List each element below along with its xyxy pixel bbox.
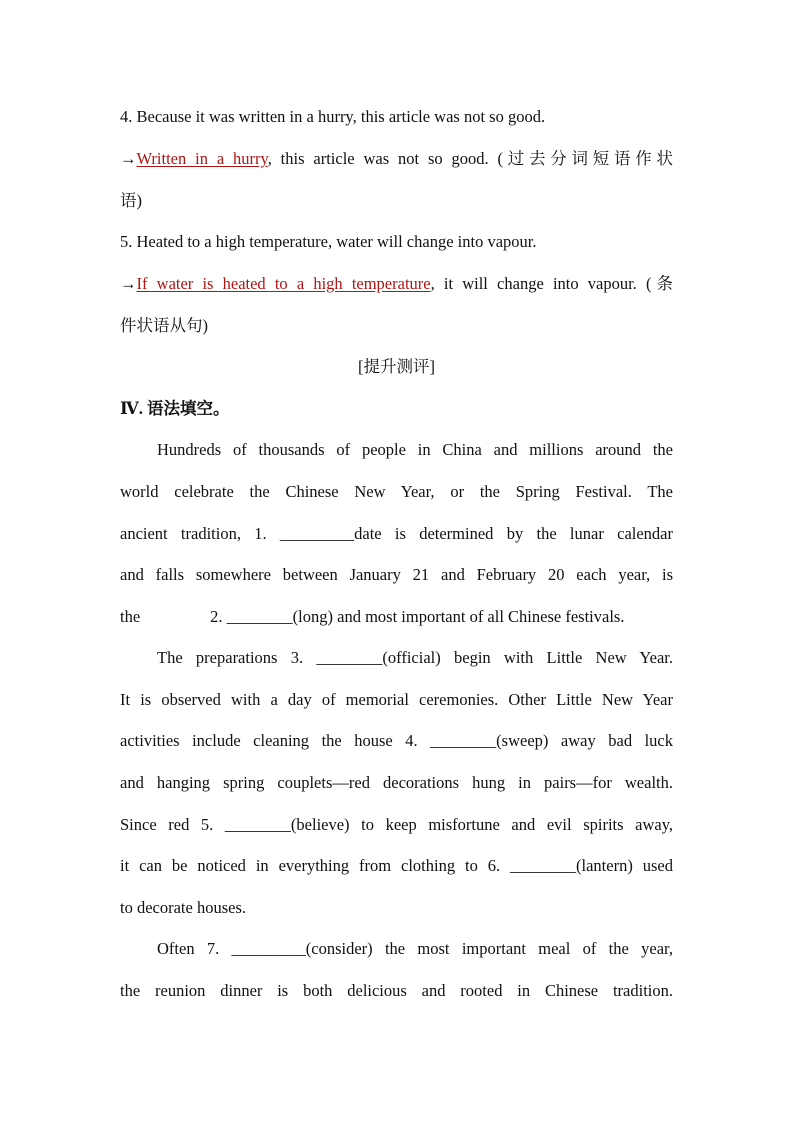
paragraph-2-line-6: it can be noticed in everything from clothing to 6. ________(lantern) used (120, 856, 673, 875)
paragraph-1-line-3: ancient tradition, 1. _________date is determined by the lunar calendar (120, 524, 673, 543)
paragraph-3-line-2: the reunion dinner is both delicious and rooted in Chinese tradition. (120, 981, 673, 1000)
rewrite-5-note: 件状语从句) (120, 316, 208, 335)
answer-5: If water is heated to a high temperature (136, 274, 431, 293)
original-sentence-4: 4. Because it was written in a hurry, this article was not so good. (120, 107, 546, 126)
rewrite-4-rest: , this article was not so good. (过去分词短语作状 (267, 149, 674, 168)
paragraph-1-line-2: world celebrate the Chinese New Year, or the Spring Festival. The (120, 482, 673, 501)
paragraph-2-line-2: It is observed with a day of memorial ceremonies. Other Little New Year (120, 690, 673, 709)
blank-2-text: 2. ________(long) and most important of all Chinese festivals. (210, 607, 625, 626)
arrow-icon: → (120, 274, 137, 293)
paragraph-2-line-5: Since red 5. ________(believe) to keep misfortune and evil spirits away, (120, 815, 673, 834)
section-heading: [提升测评] (358, 357, 435, 376)
paragraph-2-line-1: The preparations 3. ________(official) begin with Little New Year. (157, 648, 673, 667)
original-sentence-5: 5. Heated to a high temperature, water will change into vapour. (120, 232, 537, 251)
paragraph-1-line-4: and falls somewhere between January 21 and February 20 each year, is (120, 565, 673, 584)
rewrite-sentence-5 (120, 271, 673, 297)
paragraph-2-line-3: activities include cleaning the house 4. ________(sweep) away bad luck (120, 731, 673, 750)
word-the: the (120, 607, 141, 626)
rewrite-sentence-4 (120, 146, 673, 172)
arrow-icon: → (120, 149, 137, 168)
paragraph-1-line-1: Hundreds of thousands of people in China and millions around the (157, 440, 673, 459)
rewrite-4-note: 语) (120, 191, 142, 210)
answer-4: Written in a hurry (136, 149, 268, 168)
paragraph-2-line-4: and hanging spring couplets—red decorations hung in pairs—for wealth. (120, 773, 673, 792)
rewrite-5-rest: , it will change into vapour. (条 (430, 274, 673, 293)
paragraph-2-line-7: to decorate houses. (120, 898, 246, 917)
paragraph-3-line-1: Often 7. _________(consider) the most important meal of the year, (157, 939, 673, 958)
exercise-title: Ⅳ. 语法填空。 (120, 399, 230, 418)
paragraph-1-line-5 (120, 604, 673, 630)
